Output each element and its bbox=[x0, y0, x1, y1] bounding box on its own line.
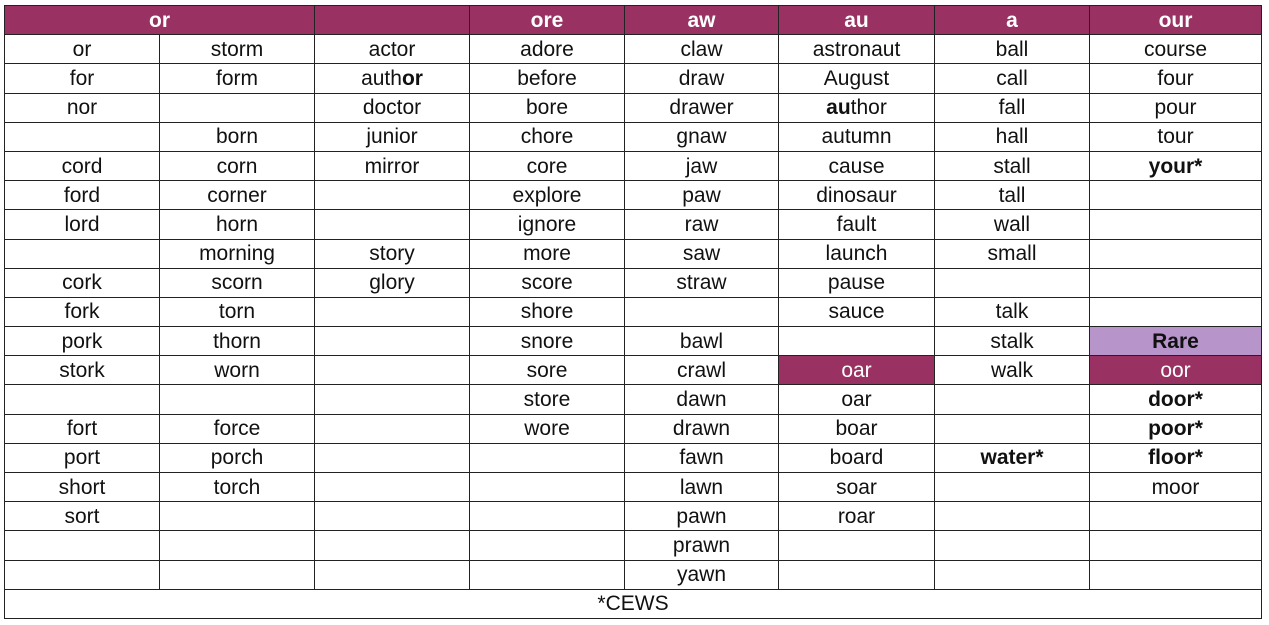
table-row bbox=[5, 239, 1262, 268]
word-cell: call bbox=[935, 64, 1090, 93]
table-row bbox=[5, 356, 1262, 385]
word-cell bbox=[1090, 210, 1262, 239]
word-cell bbox=[935, 268, 1090, 297]
word-cell bbox=[315, 356, 470, 385]
word-cell bbox=[935, 385, 1090, 414]
word-cell bbox=[315, 181, 470, 210]
word-cell: crawl bbox=[625, 356, 779, 385]
word-part: thor bbox=[850, 96, 887, 120]
word-cell bbox=[315, 385, 470, 414]
word-cell bbox=[315, 210, 470, 239]
word-cell: straw bbox=[625, 268, 779, 297]
word-cell: junior bbox=[315, 122, 470, 151]
word-cell: cause bbox=[779, 151, 935, 180]
highlighted-grapheme: au bbox=[826, 96, 851, 120]
word-cell bbox=[935, 414, 1090, 443]
word-cell bbox=[160, 385, 315, 414]
word-cell: dinosaur bbox=[779, 181, 935, 210]
word-cell bbox=[470, 560, 625, 589]
word-cell bbox=[160, 560, 315, 589]
word-cell: cord bbox=[5, 151, 160, 180]
word-cell: or bbox=[5, 35, 160, 64]
table-row bbox=[5, 210, 1262, 239]
word-cell bbox=[5, 385, 160, 414]
word-cell: saw bbox=[625, 239, 779, 268]
word-cell: fork bbox=[5, 297, 160, 326]
table-row bbox=[5, 443, 1262, 472]
word-cell bbox=[160, 93, 315, 122]
word-cell: score bbox=[470, 268, 625, 297]
word-cell: launch bbox=[779, 239, 935, 268]
word-cell: fawn bbox=[625, 443, 779, 472]
word-cell: thorn bbox=[160, 327, 315, 356]
word-cell: torn bbox=[160, 297, 315, 326]
word-cell: drawer bbox=[625, 93, 779, 122]
word-cell bbox=[5, 531, 160, 560]
word-cell: morning bbox=[160, 239, 315, 268]
word-cell: dawn bbox=[625, 385, 779, 414]
table-row bbox=[5, 93, 1262, 122]
word-cell: soar bbox=[779, 473, 935, 502]
word-cell: paw bbox=[625, 181, 779, 210]
word-cell: explore bbox=[470, 181, 625, 210]
word-cell bbox=[935, 502, 1090, 531]
word-cell: August bbox=[779, 64, 935, 93]
word-cell: porch bbox=[160, 443, 315, 472]
table-row bbox=[5, 181, 1262, 210]
word-cell: pause bbox=[779, 268, 935, 297]
word-cell bbox=[935, 473, 1090, 502]
word-cell: port bbox=[5, 443, 160, 472]
word-part: auth bbox=[361, 66, 402, 90]
word-cell: storm bbox=[160, 35, 315, 64]
table-row bbox=[5, 560, 1262, 589]
word-cell: pawn bbox=[625, 502, 779, 531]
word-cell: worn bbox=[160, 356, 315, 385]
word-cell bbox=[315, 531, 470, 560]
word-cell: oar bbox=[779, 385, 935, 414]
word-cell: form bbox=[160, 64, 315, 93]
word-cell: draw bbox=[625, 64, 779, 93]
word-cell bbox=[315, 443, 470, 472]
word-cell: pour bbox=[1090, 93, 1262, 122]
word-cell: core bbox=[470, 151, 625, 180]
word-cell: oar bbox=[779, 356, 935, 385]
word-cell: nor bbox=[5, 93, 160, 122]
word-cell: claw bbox=[625, 35, 779, 64]
table-row bbox=[5, 35, 1262, 64]
word-cell: astronaut bbox=[779, 35, 935, 64]
word-cell bbox=[315, 327, 470, 356]
word-cell bbox=[935, 560, 1090, 589]
word-cell: short bbox=[5, 473, 160, 502]
word-cell: water* bbox=[935, 443, 1090, 472]
table-row bbox=[5, 327, 1262, 356]
header-au: au bbox=[779, 6, 935, 35]
highlighted-grapheme: or bbox=[401, 66, 423, 90]
word-cell: adore bbox=[470, 35, 625, 64]
word-cell: course bbox=[1090, 35, 1262, 64]
word-cell: doctor bbox=[315, 93, 470, 122]
table-row bbox=[5, 122, 1262, 151]
word-cell bbox=[315, 64, 470, 93]
word-cell bbox=[935, 531, 1090, 560]
word-cell: store bbox=[470, 385, 625, 414]
word-cell: board bbox=[779, 443, 935, 472]
word-cell: lord bbox=[5, 210, 160, 239]
word-cell: wall bbox=[935, 210, 1090, 239]
word-cell bbox=[470, 473, 625, 502]
word-cell: hall bbox=[935, 122, 1090, 151]
word-cell bbox=[470, 502, 625, 531]
word-cell bbox=[625, 297, 779, 326]
word-cell: lawn bbox=[625, 473, 779, 502]
word-cell bbox=[315, 414, 470, 443]
word-cell: scorn bbox=[160, 268, 315, 297]
word-cell: chore bbox=[470, 122, 625, 151]
footer-row bbox=[5, 589, 1262, 618]
word-cell: cork bbox=[5, 268, 160, 297]
word-cell: story bbox=[315, 239, 470, 268]
table-row bbox=[5, 414, 1262, 443]
word-cell: mirror bbox=[315, 151, 470, 180]
word-cell: shore bbox=[470, 297, 625, 326]
word-cell: roar bbox=[779, 502, 935, 531]
word-cell bbox=[160, 502, 315, 531]
word-cell: corn bbox=[160, 151, 315, 180]
word-cell bbox=[5, 560, 160, 589]
word-cell bbox=[470, 531, 625, 560]
word-cell: more bbox=[470, 239, 625, 268]
word-cell bbox=[315, 502, 470, 531]
header-ore: ore bbox=[470, 6, 625, 35]
word-cell: snore bbox=[470, 327, 625, 356]
word-cell bbox=[1090, 531, 1262, 560]
word-cell bbox=[5, 239, 160, 268]
word-cell bbox=[1090, 502, 1262, 531]
word-cell bbox=[315, 297, 470, 326]
word-cell bbox=[315, 473, 470, 502]
word-cell bbox=[779, 93, 935, 122]
word-cell bbox=[1090, 181, 1262, 210]
word-cell: for bbox=[5, 64, 160, 93]
word-cell: sauce bbox=[779, 297, 935, 326]
word-cell: moor bbox=[1090, 473, 1262, 502]
table-row bbox=[5, 531, 1262, 560]
word-cell: small bbox=[935, 239, 1090, 268]
header-a: a bbox=[935, 6, 1090, 35]
header-our: our bbox=[1090, 6, 1262, 35]
word-cell: oor bbox=[1090, 356, 1262, 385]
word-cell: ford bbox=[5, 181, 160, 210]
word-cell: bore bbox=[470, 93, 625, 122]
word-cell: bawl bbox=[625, 327, 779, 356]
word-cell bbox=[160, 531, 315, 560]
footnote: *CEWS bbox=[5, 589, 1262, 618]
word-cell: drawn bbox=[625, 414, 779, 443]
word-cell: tour bbox=[1090, 122, 1262, 151]
word-cell: torch bbox=[160, 473, 315, 502]
word-cell: poor* bbox=[1090, 414, 1262, 443]
table-row bbox=[5, 297, 1262, 326]
word-cell: floor* bbox=[1090, 443, 1262, 472]
table-body bbox=[5, 6, 1262, 619]
word-cell: four bbox=[1090, 64, 1262, 93]
table-row bbox=[5, 385, 1262, 414]
word-cell: ball bbox=[935, 35, 1090, 64]
word-cell: your* bbox=[1090, 151, 1262, 180]
word-cell: jaw bbox=[625, 151, 779, 180]
word-cell: actor bbox=[315, 35, 470, 64]
word-cell: wore bbox=[470, 414, 625, 443]
word-cell bbox=[1090, 239, 1262, 268]
word-cell: fall bbox=[935, 93, 1090, 122]
header-blank bbox=[315, 6, 470, 35]
word-cell bbox=[779, 531, 935, 560]
word-cell: boar bbox=[779, 414, 935, 443]
word-cell: stalk bbox=[935, 327, 1090, 356]
word-cell: fault bbox=[779, 210, 935, 239]
word-cell bbox=[315, 560, 470, 589]
word-cell: stall bbox=[935, 151, 1090, 180]
word-cell: gnaw bbox=[625, 122, 779, 151]
word-cell: force bbox=[160, 414, 315, 443]
table-row bbox=[5, 64, 1262, 93]
word-cell: fort bbox=[5, 414, 160, 443]
word-cell: sore bbox=[470, 356, 625, 385]
word-cell bbox=[5, 122, 160, 151]
word-cell bbox=[1090, 268, 1262, 297]
word-cell: before bbox=[470, 64, 625, 93]
word-cell: talk bbox=[935, 297, 1090, 326]
word-cell: yawn bbox=[625, 560, 779, 589]
word-cell: door* bbox=[1090, 385, 1262, 414]
word-cell: glory bbox=[315, 268, 470, 297]
word-cell: pork bbox=[5, 327, 160, 356]
word-cell bbox=[470, 443, 625, 472]
word-cell bbox=[779, 560, 935, 589]
table-row bbox=[5, 473, 1262, 502]
word-cell: raw bbox=[625, 210, 779, 239]
header-row bbox=[5, 6, 1262, 35]
word-cell: corner bbox=[160, 181, 315, 210]
header-or: or bbox=[5, 6, 315, 35]
word-cell: prawn bbox=[625, 531, 779, 560]
word-cell: Rare bbox=[1090, 327, 1262, 356]
word-cell: stork bbox=[5, 356, 160, 385]
word-cell bbox=[1090, 297, 1262, 326]
table-row bbox=[5, 268, 1262, 297]
word-cell: autumn bbox=[779, 122, 935, 151]
table-row bbox=[5, 502, 1262, 531]
word-cell: tall bbox=[935, 181, 1090, 210]
word-cell: sort bbox=[5, 502, 160, 531]
word-cell: horn bbox=[160, 210, 315, 239]
word-cell: walk bbox=[935, 356, 1090, 385]
phonics-table bbox=[4, 5, 1262, 619]
word-cell: ignore bbox=[470, 210, 625, 239]
word-cell bbox=[779, 327, 935, 356]
word-cell: born bbox=[160, 122, 315, 151]
word-cell bbox=[1090, 560, 1262, 589]
table-row bbox=[5, 151, 1262, 180]
header-aw: aw bbox=[625, 6, 779, 35]
